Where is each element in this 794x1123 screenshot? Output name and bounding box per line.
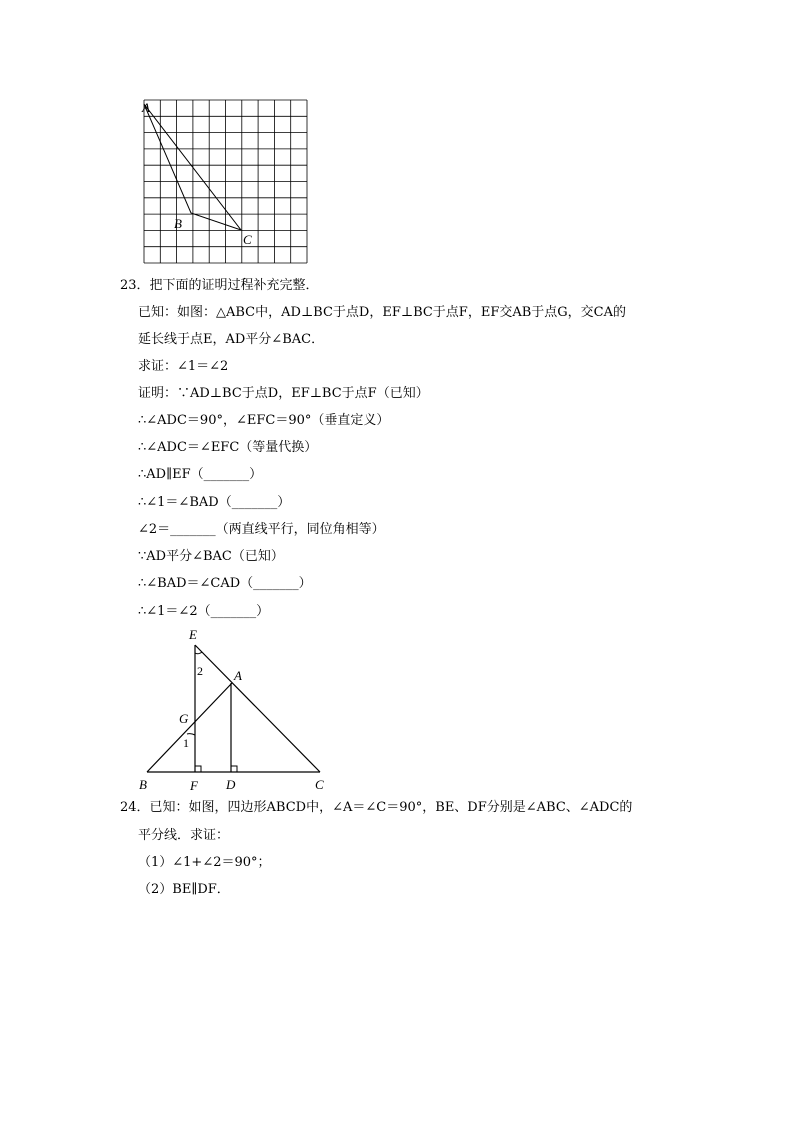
angle-mark-1 <box>187 734 195 735</box>
label-d: D <box>226 777 236 792</box>
label-a: A <box>142 100 150 115</box>
grid-figure <box>130 90 320 270</box>
q24-line-2: 平分线．求证： <box>138 828 230 843</box>
q23-figure <box>130 625 340 797</box>
proof-step: ∴∠1＝∠BAD（_______） <box>138 495 291 510</box>
proof-step: ∴∠1＝∠2（_______） <box>138 604 270 619</box>
grid-lines <box>144 100 307 263</box>
q24-part-2: （2）BE∥DF． <box>138 882 230 897</box>
proof-step: ∵AD平分∠BAC（已知） <box>138 549 284 564</box>
label-1: 1 <box>183 736 189 750</box>
q24-text-1: 已知：如图，四边形ABCD中，∠A＝∠C＝90°，BE、DF分别是∠ABC、∠ADC的 <box>149 800 633 815</box>
label-g: G <box>179 711 189 726</box>
label-2: 2 <box>197 664 203 678</box>
right-angle-d <box>231 766 237 772</box>
proof-step: ∠2＝_______（两直线平行，同位角相等） <box>138 522 385 537</box>
label-b: B <box>139 777 147 792</box>
label-c: C <box>243 232 252 247</box>
label-a: A <box>234 668 242 683</box>
q23-number: 23． <box>120 278 150 293</box>
q23-given-line-2: 延长线于点E，AD平分∠BAC． <box>138 332 325 347</box>
angle-mark-2 <box>195 652 202 654</box>
label-c: C <box>315 777 324 792</box>
proof-step: ∴∠ADC＝90°，∠EFC＝90°（垂直定义） <box>138 413 390 428</box>
q23-given-line-1: 已知：如图：△ABC中，AD⊥BC于点D，EF⊥BC于点F，EF交AB于点G，交CA的 <box>138 305 626 320</box>
label-e: E <box>189 627 197 642</box>
proof-step: 证明：∵AD⊥BC于点D，EF⊥BC于点F（已知） <box>138 386 429 401</box>
label-f: F <box>190 778 198 793</box>
proof-step: ∴AD∥EF（_______） <box>138 467 263 482</box>
q23-prove: 求证：∠1＝∠2 <box>138 359 229 374</box>
segment-ba <box>147 683 232 772</box>
q24-line-1 <box>120 798 632 818</box>
segment-ec <box>195 645 320 772</box>
label-b: B <box>174 216 182 231</box>
right-angle-f <box>195 766 201 772</box>
q23-heading <box>120 276 319 296</box>
q24-number: 24． <box>120 800 150 815</box>
proof-step: ∴∠BAD＝∠CAD（_______） <box>138 576 312 591</box>
q24-part-1: （1）∠1+∠2＝90°； <box>138 855 271 870</box>
q23-title: 把下面的证明过程补充完整． <box>149 278 319 293</box>
proof-step: ∴∠ADC＝∠EFC（等量代换） <box>138 440 318 455</box>
